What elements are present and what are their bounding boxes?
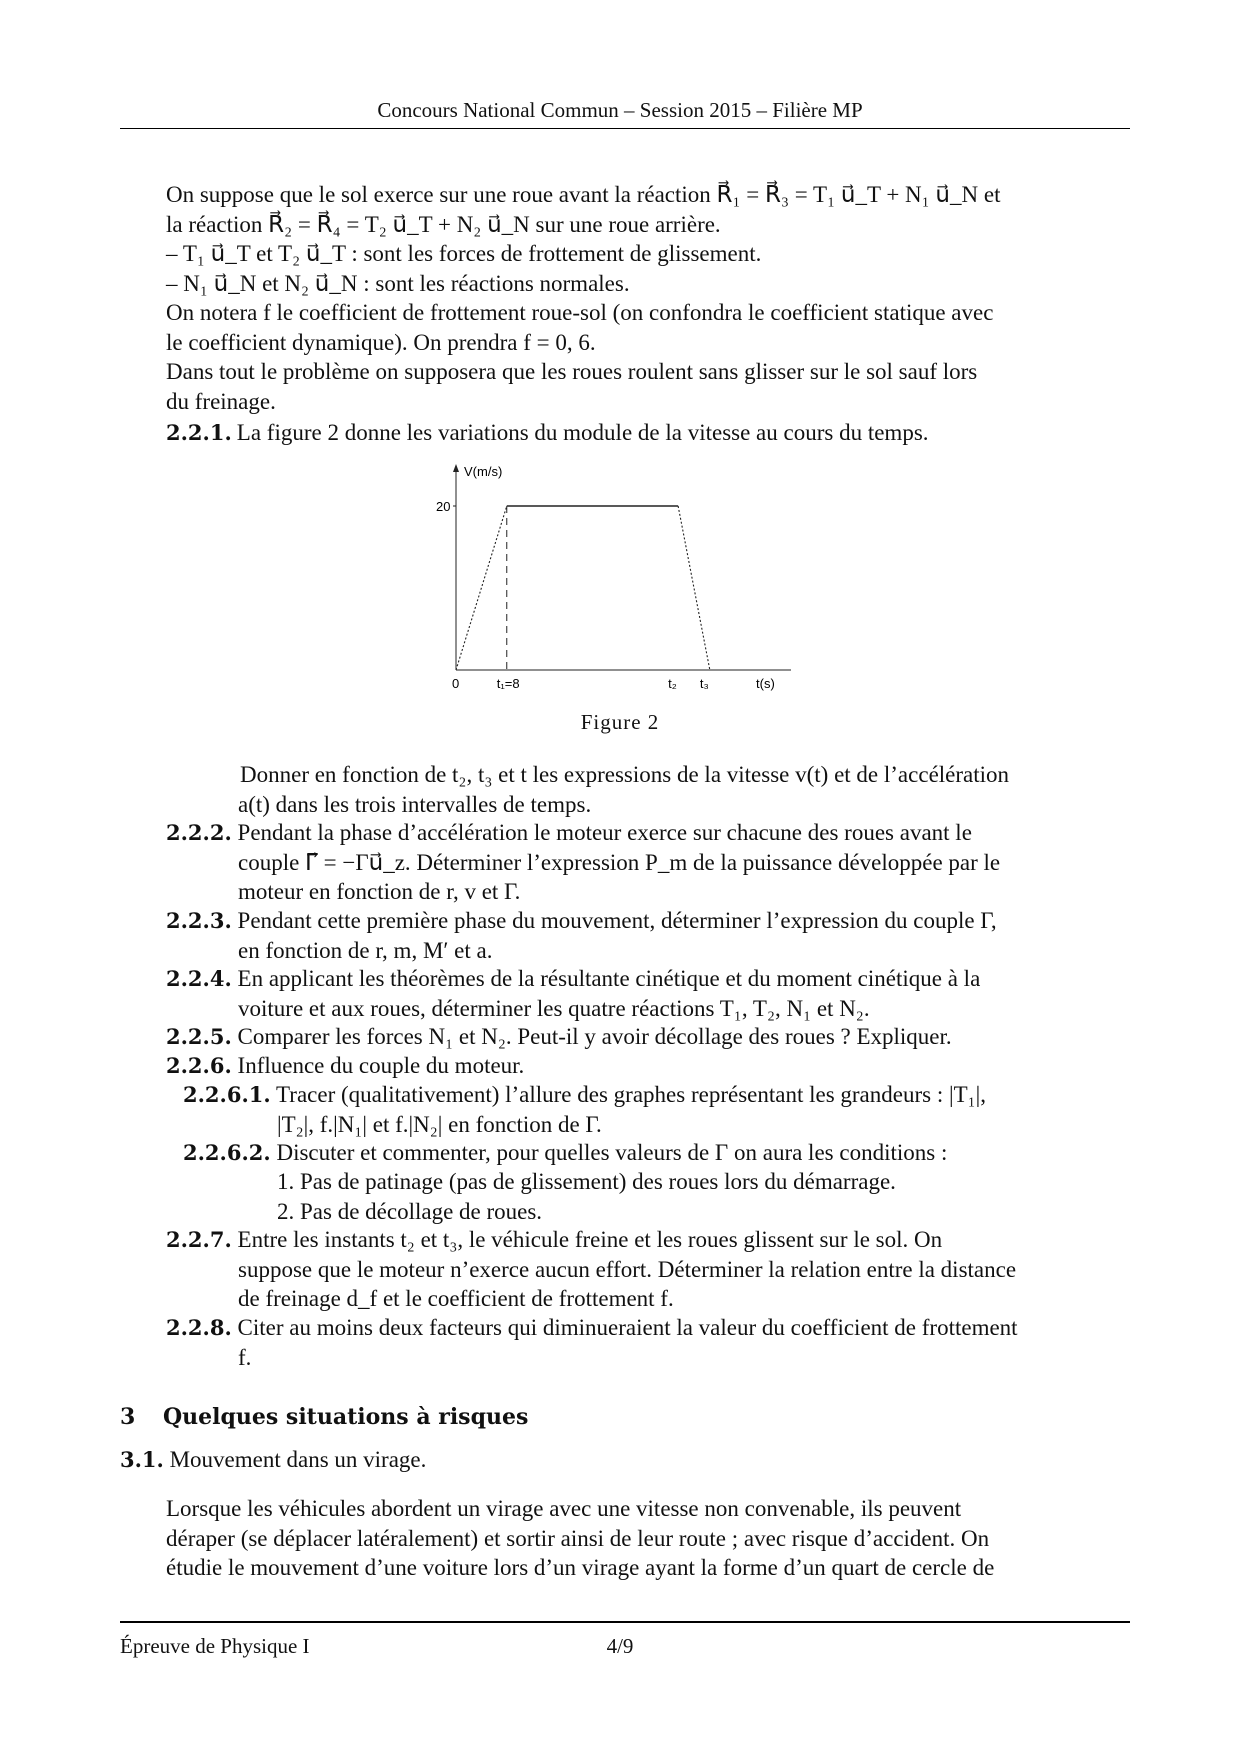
section-title: Quelques situations à risques xyxy=(163,1404,529,1430)
question-number: 2.2.1. xyxy=(166,420,232,445)
question-line: en fonction de r, m, M′ et a. xyxy=(238,937,493,963)
question-2-2-1-prompt xyxy=(238,760,1128,819)
x-tick-label: t₃ xyxy=(699,676,709,691)
question-line: En applicant les théorèmes de la résultante cinétique et du moment cinétique à la xyxy=(237,966,981,991)
question-2-2-2 xyxy=(166,818,1128,907)
intro-line: la réaction R⃗₂ = R⃗₄ = T₂ u⃗_T + N₂ u⃗_N sur une roue arrière. xyxy=(166,211,721,237)
intro-line: du freinage. xyxy=(166,388,276,414)
intro-line: On notera f le coefficient de frottement roue-sol (on confondra le coefficient statique avec xyxy=(166,300,994,325)
footer-rule xyxy=(120,1621,1130,1623)
paragraph-line: Lorsque les véhicules abordent un virage avec une vitesse non convenable, ils peuvent xyxy=(166,1496,962,1521)
question-text: La figure 2 donne les variations du module de la vitesse au cours du temps. xyxy=(236,420,929,445)
question-number: 2.2.3. xyxy=(166,908,232,933)
question-number: 2.2.5. xyxy=(166,1024,232,1049)
page-number: 4/9 xyxy=(606,1634,634,1658)
figure-2 xyxy=(420,460,830,695)
running-header: Concours National Commun – Session 2015 – Filière MP xyxy=(377,98,863,122)
question-number: 2.2.4. xyxy=(166,966,232,991)
question-line: Pendant la phase d’accélération le moteur exerce sur chacune des roues avant le xyxy=(237,820,972,845)
prompt-line: a(t) dans les trois intervalles de temps. xyxy=(238,791,592,817)
question-line: Pendant cette première phase du mouvement, déterminer l’expression du couple Γ, xyxy=(237,908,997,933)
question-2-2-6-1 xyxy=(183,1080,1128,1139)
list-item: 2. Pas de décollage de roues. xyxy=(277,1198,543,1224)
intro-line: – N₁ u⃗_N et N₂ u⃗_N : sont les réactions normales. xyxy=(166,270,630,296)
prompt-line: Donner en fonction de t₂, t₃ et t les expressions de la vitesse v(t) et de l’accélération xyxy=(240,762,1010,787)
question-line: voiture et aux roues, déterminer les quatre réactions T₁, T₂, N₁ et N₂. xyxy=(238,995,870,1021)
question-line: Citer au moins deux facteurs qui diminueraient la valeur du coefficient de frottement xyxy=(237,1315,1018,1340)
paragraph-line: déraper (se déplacer latéralement) et sortir ainsi de leur route ; avec risque d’accident. On xyxy=(166,1525,990,1551)
section-number: 3 xyxy=(120,1404,136,1430)
question-line: couple Γ⃗ = −Γu⃗_z. Déterminer l’expression P_m de la puissance développée par le xyxy=(238,849,1001,875)
subsection-3-1-paragraph xyxy=(166,1494,1128,1583)
intro-line: Dans tout le problème on supposera que les roues roulent sans glisser sur le sol sauf lors xyxy=(166,359,978,384)
question-number: 2.2.2. xyxy=(166,820,232,845)
braking-segment xyxy=(678,506,710,670)
paragraph-line: étudie le mouvement d’une voiture lors d’un virage ayant la forme d’un quart de cercle de xyxy=(166,1555,995,1580)
question-2-2-3 xyxy=(166,906,1128,965)
list-item: 1. Pas de patinage (pas de glissement) des roues lors du démarrage. xyxy=(277,1169,896,1194)
x-tick-label: t₂ xyxy=(668,676,677,691)
velocity-chart xyxy=(420,460,830,695)
intro-paragraph xyxy=(166,180,1128,416)
conditions-list xyxy=(277,1167,896,1226)
x-axis-label: t(s) xyxy=(756,676,775,691)
figure-caption: Figure 2 xyxy=(580,710,660,734)
question-line: suppose que le moteur n’exerce aucun effort. Déterminer la relation entre la distance xyxy=(238,1256,1017,1282)
question-2-2-4 xyxy=(166,964,1128,1023)
question-line: Entre les instants t₂ et t₃, le véhicule freine et les roues glissent sur le sol. On xyxy=(237,1227,943,1252)
question-line: Tracer (qualitativement) l’allure des graphes représentant les grandeurs : |T₁|, xyxy=(276,1082,986,1107)
question-2-2-1 xyxy=(166,418,1128,447)
question-text: Influence du couple du moteur. xyxy=(237,1053,525,1078)
y-axis-label: V(m/s) xyxy=(464,464,503,479)
question-line: f. xyxy=(238,1344,252,1370)
subsection-number: 3.1. xyxy=(120,1447,164,1472)
intro-line: – T₁ u⃗_T et T₂ u⃗_T : sont les forces de frottement de glissement. xyxy=(166,241,762,266)
question-line: |T₂|, f.|N₁| et f.|N₂| en fonction de Γ. xyxy=(277,1111,602,1137)
question-number: 2.2.6.1. xyxy=(183,1082,271,1107)
subsection-title: Mouvement dans un virage. xyxy=(169,1447,427,1472)
acceleration-segment xyxy=(456,506,507,670)
question-2-2-6 xyxy=(166,1051,1128,1081)
question-text: Discuter et commenter, pour quelles valeurs de Γ on aura les conditions : xyxy=(276,1140,948,1165)
question-number: 2.2.6.2. xyxy=(183,1140,271,1165)
y-tick-label: 20 xyxy=(436,499,451,514)
question-2-2-6-2 xyxy=(183,1138,1128,1168)
x-tick-label: 0 xyxy=(452,676,460,691)
question-number: 2.2.7. xyxy=(166,1227,232,1252)
section-3-heading xyxy=(120,1404,528,1430)
question-line: moteur en fonction de r, v et Γ. xyxy=(238,879,521,904)
intro-line: le coefficient dynamique). On prendra f = 0, 6. xyxy=(166,329,596,355)
y-axis-arrow xyxy=(453,464,459,472)
question-2-2-8 xyxy=(166,1313,1128,1372)
subsection-3-1-heading xyxy=(120,1447,426,1473)
intro-line: On suppose que le sol exerce sur une roue avant la réaction R⃗₁ = R⃗₃ = T₁ u⃗_T + N₁ u⃗_N et xyxy=(166,182,1001,207)
question-number: 2.2.6. xyxy=(166,1053,232,1078)
question-2-2-7 xyxy=(166,1225,1128,1314)
footer-title: Épreuve de Physique I xyxy=(120,1634,310,1658)
question-2-2-5 xyxy=(166,1022,1128,1052)
question-text: Comparer les forces N₁ et N₂. Peut-il y avoir décollage des roues ? Expliquer. xyxy=(237,1024,952,1049)
question-number: 2.2.8. xyxy=(166,1315,232,1340)
header-rule xyxy=(120,128,1130,129)
question-line: de freinage d_f et le coefficient de frottement f. xyxy=(238,1286,674,1311)
x-tick-label: t₁=8 xyxy=(496,676,520,691)
